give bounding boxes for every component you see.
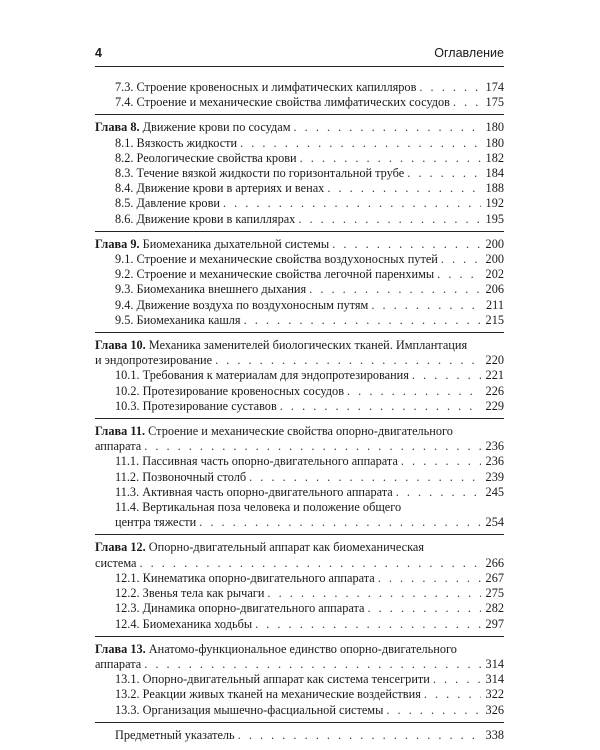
toc-chapter-11[interactable] bbox=[95, 439, 504, 454]
dot-leader bbox=[223, 196, 481, 211]
page-number: 4 bbox=[95, 46, 102, 60]
toc-entry-title: 9.3. Биомеханика внешнего дыхания bbox=[115, 282, 307, 297]
toc-entry-8-3[interactable] bbox=[95, 166, 504, 181]
toc-page-number: 192 bbox=[485, 196, 504, 211]
toc-entry-title: 9.1. Строение и механические свойства воздухоносных путей bbox=[115, 252, 438, 267]
dot-leader bbox=[300, 151, 481, 166]
toc-page-number: 200 bbox=[485, 236, 504, 251]
toc-entry-title: 11.3. Активная часть опорно-двигательного аппарата bbox=[115, 484, 393, 499]
toc-chapter-11-line1[interactable] bbox=[95, 424, 504, 439]
toc-page-number: 226 bbox=[485, 383, 504, 398]
dot-leader bbox=[437, 267, 481, 282]
dot-leader bbox=[378, 571, 481, 586]
toc-entry-13-2[interactable] bbox=[95, 687, 504, 702]
toc-entry-title: 8.4. Движение крови в артериях и венах bbox=[115, 181, 325, 196]
toc-entry-title: Опорно-двигательный аппарат как биомеханическая bbox=[148, 540, 424, 555]
page-header bbox=[95, 44, 504, 67]
toc-page-number: 195 bbox=[485, 211, 504, 226]
toc-page-number: 236 bbox=[485, 454, 504, 469]
dot-leader bbox=[441, 252, 481, 267]
toc-entry-title: Предметный указатель bbox=[115, 727, 235, 742]
chapter-label: Глава 13. bbox=[95, 641, 146, 656]
toc-page-number: 322 bbox=[485, 687, 504, 702]
toc-entry-13-3[interactable] bbox=[95, 703, 504, 718]
toc-page-number: 180 bbox=[485, 135, 504, 150]
toc-entry-10-1[interactable] bbox=[95, 368, 504, 383]
toc-entry-12-4[interactable] bbox=[95, 617, 504, 632]
toc-entry-title: 11.2. Позвоночный столб bbox=[115, 469, 247, 484]
toc-page-number: 267 bbox=[485, 570, 504, 585]
dot-leader bbox=[139, 556, 481, 571]
dot-leader bbox=[412, 368, 481, 383]
toc-entry-title: 8.6. Движение крови в капиллярах bbox=[115, 211, 296, 226]
toc-page-number: 245 bbox=[485, 484, 504, 499]
toc-page-number: 182 bbox=[485, 150, 504, 165]
toc-page-number: 175 bbox=[485, 95, 504, 110]
toc-entry-title: 8.3. Течение вязкой жидкости по горизонтальной трубе bbox=[115, 166, 405, 181]
toc-entry-title: 9.5. Биомеханика кашля bbox=[115, 312, 241, 327]
dot-leader bbox=[294, 120, 481, 135]
toc-entry-title: 13.1. Опорно-двигательный аппарат как система тенсегрити bbox=[115, 672, 430, 687]
toc-page-number: 282 bbox=[485, 601, 504, 616]
toc-entry-12-1[interactable] bbox=[95, 571, 504, 586]
toc-group-ch8 bbox=[95, 114, 504, 230]
toc-entry-title: Биомеханика дыхательной системы bbox=[142, 236, 330, 251]
dot-leader bbox=[401, 454, 481, 469]
dot-leader bbox=[309, 282, 481, 297]
toc-page-number: 314 bbox=[485, 672, 504, 687]
toc-entry-title: 8.5. Давление крови bbox=[115, 196, 220, 211]
dot-leader bbox=[327, 181, 481, 196]
toc-entry-title: Механика заменителей биологических тканей. Имплантация bbox=[148, 338, 468, 353]
toc-page-number: 239 bbox=[485, 469, 504, 484]
toc-chapter-8[interactable] bbox=[95, 120, 504, 135]
chapter-label: Глава 9. bbox=[95, 236, 140, 251]
toc-entry-title: 13.2. Реакции живых тканей на механические воздействия bbox=[115, 687, 421, 702]
dot-leader bbox=[424, 687, 481, 702]
chapter-label: Глава 10. bbox=[95, 338, 146, 353]
toc-entry-title: 11.1. Пассивная часть опорно-двигательного аппарата bbox=[115, 454, 398, 469]
toc-entry-title: 13.3. Организация мышечно-фасциальной системы bbox=[115, 702, 384, 717]
toc-entry-8-2[interactable] bbox=[95, 151, 504, 166]
toc-entry-title: центра тяжести bbox=[115, 515, 197, 530]
toc-entry-11-4[interactable] bbox=[95, 515, 504, 530]
toc-page-number: 254 bbox=[485, 515, 504, 530]
dot-leader bbox=[144, 439, 481, 454]
toc-entry-10-3[interactable] bbox=[95, 399, 504, 414]
toc-entry-9-4[interactable] bbox=[95, 298, 504, 313]
toc-page-number: 314 bbox=[485, 656, 504, 671]
dot-leader bbox=[240, 136, 481, 151]
toc-entry-title: аппарата bbox=[95, 439, 142, 454]
toc-entry-title: 10.1. Требования к материалам для эндопротезирования bbox=[115, 368, 409, 383]
dot-leader bbox=[433, 672, 481, 687]
chapter-label: Глава 11. bbox=[95, 424, 146, 439]
toc-page-number: 221 bbox=[485, 368, 504, 383]
dot-leader bbox=[332, 237, 481, 252]
toc-entry-13-1[interactable] bbox=[95, 672, 504, 687]
toc-page-number: 220 bbox=[485, 353, 504, 368]
toc-entry-title: 12.2. Звенья тела как рычаги bbox=[115, 586, 265, 601]
toc-chapter-10-line1[interactable] bbox=[95, 338, 504, 353]
dot-leader bbox=[244, 313, 481, 328]
running-title: Оглавление bbox=[434, 46, 504, 60]
toc-entry-9-2[interactable] bbox=[95, 267, 504, 282]
toc-entry-11-2[interactable] bbox=[95, 470, 504, 485]
toc-entry-title bbox=[95, 120, 291, 135]
toc-entry-title: 9.4. Движение воздуха по воздухоносным путям bbox=[115, 297, 369, 312]
dot-leader bbox=[215, 353, 481, 368]
toc-entry-8-1[interactable] bbox=[95, 136, 504, 151]
toc-entry-title: 12.1. Кинематика опорно-двигательного аппарата bbox=[115, 570, 375, 585]
dot-leader bbox=[144, 657, 481, 672]
toc-page-number: 229 bbox=[485, 398, 504, 413]
toc-entry-11-4-line1[interactable] bbox=[95, 500, 504, 515]
toc-entry-subject-index[interactable] bbox=[95, 728, 504, 743]
dot-leader bbox=[453, 95, 481, 110]
dot-leader bbox=[249, 470, 481, 485]
dot-leader bbox=[238, 728, 481, 743]
toc-page-number: 338 bbox=[485, 727, 504, 742]
toc-page-number: 236 bbox=[485, 439, 504, 454]
toc-page-number: 180 bbox=[485, 120, 504, 135]
toc-entry-11-3[interactable] bbox=[95, 485, 504, 500]
toc-entry-8-4[interactable] bbox=[95, 181, 504, 196]
toc-entry-title: аппарата bbox=[95, 656, 142, 671]
toc-entry-title: Анатомо-функциональное единство опорно-двигательного bbox=[148, 641, 457, 656]
toc-entry-title: 7.3. Строение кровеносных и лимфатических капилляров bbox=[115, 80, 417, 94]
toc-entry-7-3[interactable] bbox=[95, 80, 504, 95]
dot-leader bbox=[347, 384, 481, 399]
toc-group-ch10 bbox=[95, 332, 504, 418]
toc-entry-title: 11.4. Вертикальная поза человека и положение общего bbox=[115, 500, 402, 515]
dot-leader bbox=[199, 515, 481, 530]
toc-entry-title: Строение и механические свойства опорно-двигательного bbox=[148, 424, 453, 439]
toc-entry-title: 10.3. Протезирование суставов bbox=[115, 398, 277, 413]
toc-group-ch11 bbox=[95, 418, 504, 534]
toc-entry-12-2[interactable] bbox=[95, 586, 504, 601]
dot-leader bbox=[255, 617, 481, 632]
toc-entry-title: и эндопротезирование bbox=[95, 353, 213, 368]
toc-group-ch7 bbox=[95, 80, 504, 114]
toc-page-number: 206 bbox=[485, 282, 504, 297]
toc-page-number: 202 bbox=[485, 267, 504, 282]
toc-group-index bbox=[95, 722, 504, 747]
dot-leader bbox=[371, 298, 481, 313]
toc-page-number: 174 bbox=[485, 80, 504, 94]
toc-chapter-9[interactable] bbox=[95, 237, 504, 252]
dot-leader bbox=[267, 586, 481, 601]
toc-entry-8-6[interactable] bbox=[95, 212, 504, 227]
toc-entry-title: 10.2. Протезирование кровеносных сосудов bbox=[115, 383, 345, 398]
toc-entry-9-1[interactable] bbox=[95, 252, 504, 267]
toc-page-number: 326 bbox=[485, 702, 504, 717]
toc-page-number: 266 bbox=[485, 555, 504, 570]
toc-entry-10-2[interactable] bbox=[95, 384, 504, 399]
toc-entry-title: 8.1. Вязкость жидкости bbox=[115, 135, 238, 150]
chapter-label: Глава 8. bbox=[95, 120, 140, 135]
toc-page-number: 188 bbox=[485, 181, 504, 196]
toc-entry-12-3[interactable] bbox=[95, 601, 504, 616]
toc-group-ch13 bbox=[95, 636, 504, 722]
toc-entry-title: 9.2. Строение и механические свойства легочной паренхимы bbox=[115, 267, 435, 282]
toc-entry-title: Движение крови по сосудам bbox=[142, 120, 291, 135]
dot-leader bbox=[386, 703, 481, 718]
toc-page-number: 275 bbox=[485, 586, 504, 601]
toc-entry-title bbox=[95, 237, 329, 252]
toc-entry-11-1[interactable] bbox=[95, 454, 504, 469]
toc-entry-8-5[interactable] bbox=[95, 196, 504, 211]
toc-group-ch9 bbox=[95, 231, 504, 332]
dot-leader bbox=[368, 601, 482, 616]
toc-chapter-12[interactable] bbox=[95, 556, 504, 571]
dot-leader bbox=[407, 166, 481, 181]
toc-page-number: 184 bbox=[485, 166, 504, 181]
toc-page-number: 211 bbox=[486, 297, 504, 312]
toc-page-number: 215 bbox=[485, 312, 504, 327]
dot-leader bbox=[280, 399, 481, 414]
chapter-label: Глава 12. bbox=[95, 540, 146, 555]
toc-entry-9-5[interactable] bbox=[95, 313, 504, 328]
dot-leader bbox=[396, 485, 481, 500]
toc-entry-title: 12.4. Биомеханика ходьбы bbox=[115, 616, 253, 631]
toc-chapter-13[interactable] bbox=[95, 657, 504, 672]
table-of-contents bbox=[95, 80, 504, 747]
toc-chapter-10[interactable] bbox=[95, 353, 504, 368]
toc-page-number: 297 bbox=[485, 616, 504, 631]
toc-page-number: 200 bbox=[485, 252, 504, 267]
toc-entry-title: 12.3. Динамика опорно-двигательного аппарата bbox=[115, 601, 365, 616]
dot-leader bbox=[419, 80, 481, 95]
toc-entry-title: система bbox=[95, 555, 137, 570]
toc-chapter-13-line1[interactable] bbox=[95, 642, 504, 657]
dot-leader bbox=[298, 212, 481, 227]
toc-chapter-12-line1[interactable] bbox=[95, 540, 504, 555]
toc-entry-9-3[interactable] bbox=[95, 282, 504, 297]
toc-group-ch12 bbox=[95, 534, 504, 635]
toc-entry-title: 8.2. Реологические свойства крови bbox=[115, 150, 297, 165]
toc-entry-7-4[interactable] bbox=[95, 95, 504, 110]
toc-entry-title: 7.4. Строение и механические свойства лимфатических сосудов bbox=[115, 95, 450, 110]
